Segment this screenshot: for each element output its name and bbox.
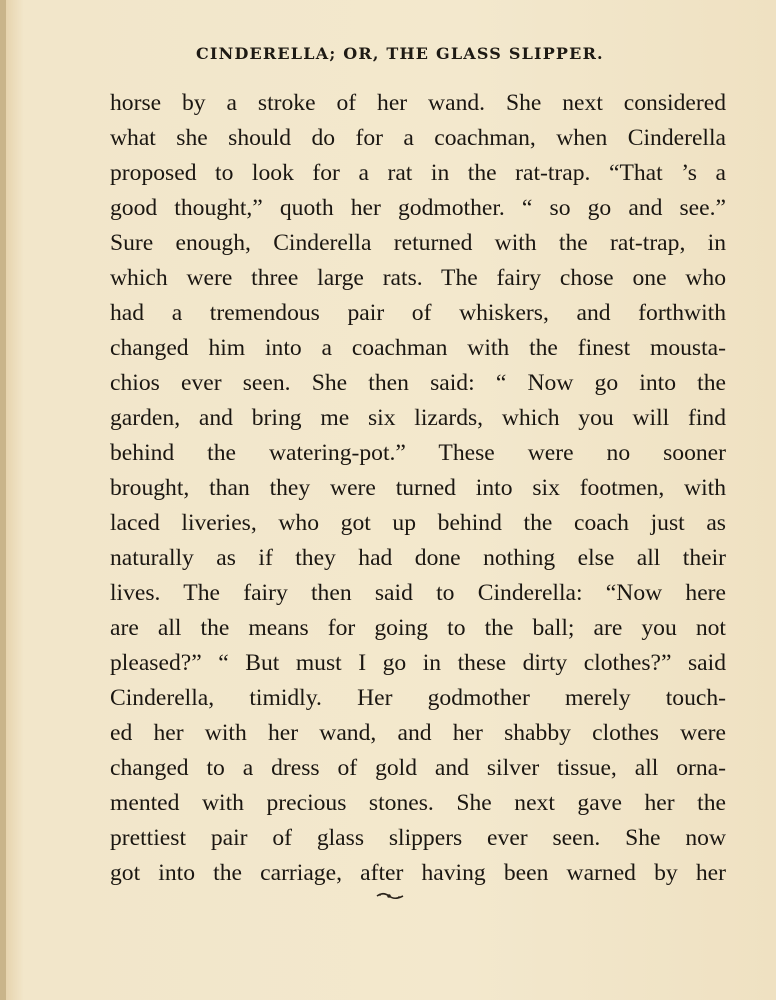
text-line: lives. The fairy then said to Cinderella: “Now here	[110, 580, 726, 606]
text-line: mented with precious stones. She next gave her the	[110, 790, 726, 816]
text-line: proposed to look for a rat in the rat-trap. “That ’s a	[110, 160, 726, 186]
text-line: which were three large rats. The fairy chose one who	[110, 265, 726, 291]
text-line: brought, than they were turned into six footmen, with	[110, 475, 726, 501]
text-line: Sure enough, Cinderella returned with the rat-trap, in	[110, 230, 726, 256]
text-line: pleased?” “ But must I go in these dirty clothes?” said	[110, 650, 726, 676]
text-line: laced liveries, who got up behind the coach just as	[110, 510, 726, 536]
text-line: changed him into a coachman with the finest mousta-	[110, 335, 726, 361]
text-line: horse by a stroke of her wand. She next considered	[110, 90, 726, 116]
text-line: ed her with her wand, and her shabby clothes were	[110, 720, 726, 746]
text-line: naturally as if they had done nothing else all their	[110, 545, 726, 571]
body-text	[110, 86, 726, 891]
tailpiece-ornament-icon	[376, 892, 404, 900]
text-line: what she should do for a coachman, when Cinderella	[110, 125, 726, 151]
text-line: had a tremendous pair of whiskers, and forthwith	[110, 300, 726, 326]
text-line: garden, and bring me six lizards, which you will find	[110, 405, 726, 431]
text-line: prettiest pair of glass slippers ever seen. She now	[110, 825, 726, 851]
text-line: got into the carriage, after having been warned by her	[110, 860, 726, 886]
text-line: Cinderella, timidly. Her godmother merely touch-	[110, 685, 726, 711]
text-line: chios ever seen. She then said: “ Now go into the	[110, 370, 726, 396]
text-line: are all the means for going to the ball; are you not	[110, 615, 726, 641]
text-line: good thought,” quoth her godmother. “ so go and see.”	[110, 195, 726, 221]
running-head: CINDERELLA; OR, THE GLASS SLIPPER.	[196, 44, 604, 63]
text-line: changed to a dress of gold and silver tissue, all orna-	[110, 755, 726, 781]
text-line: behind the watering-pot.” These were no sooner	[110, 440, 726, 466]
